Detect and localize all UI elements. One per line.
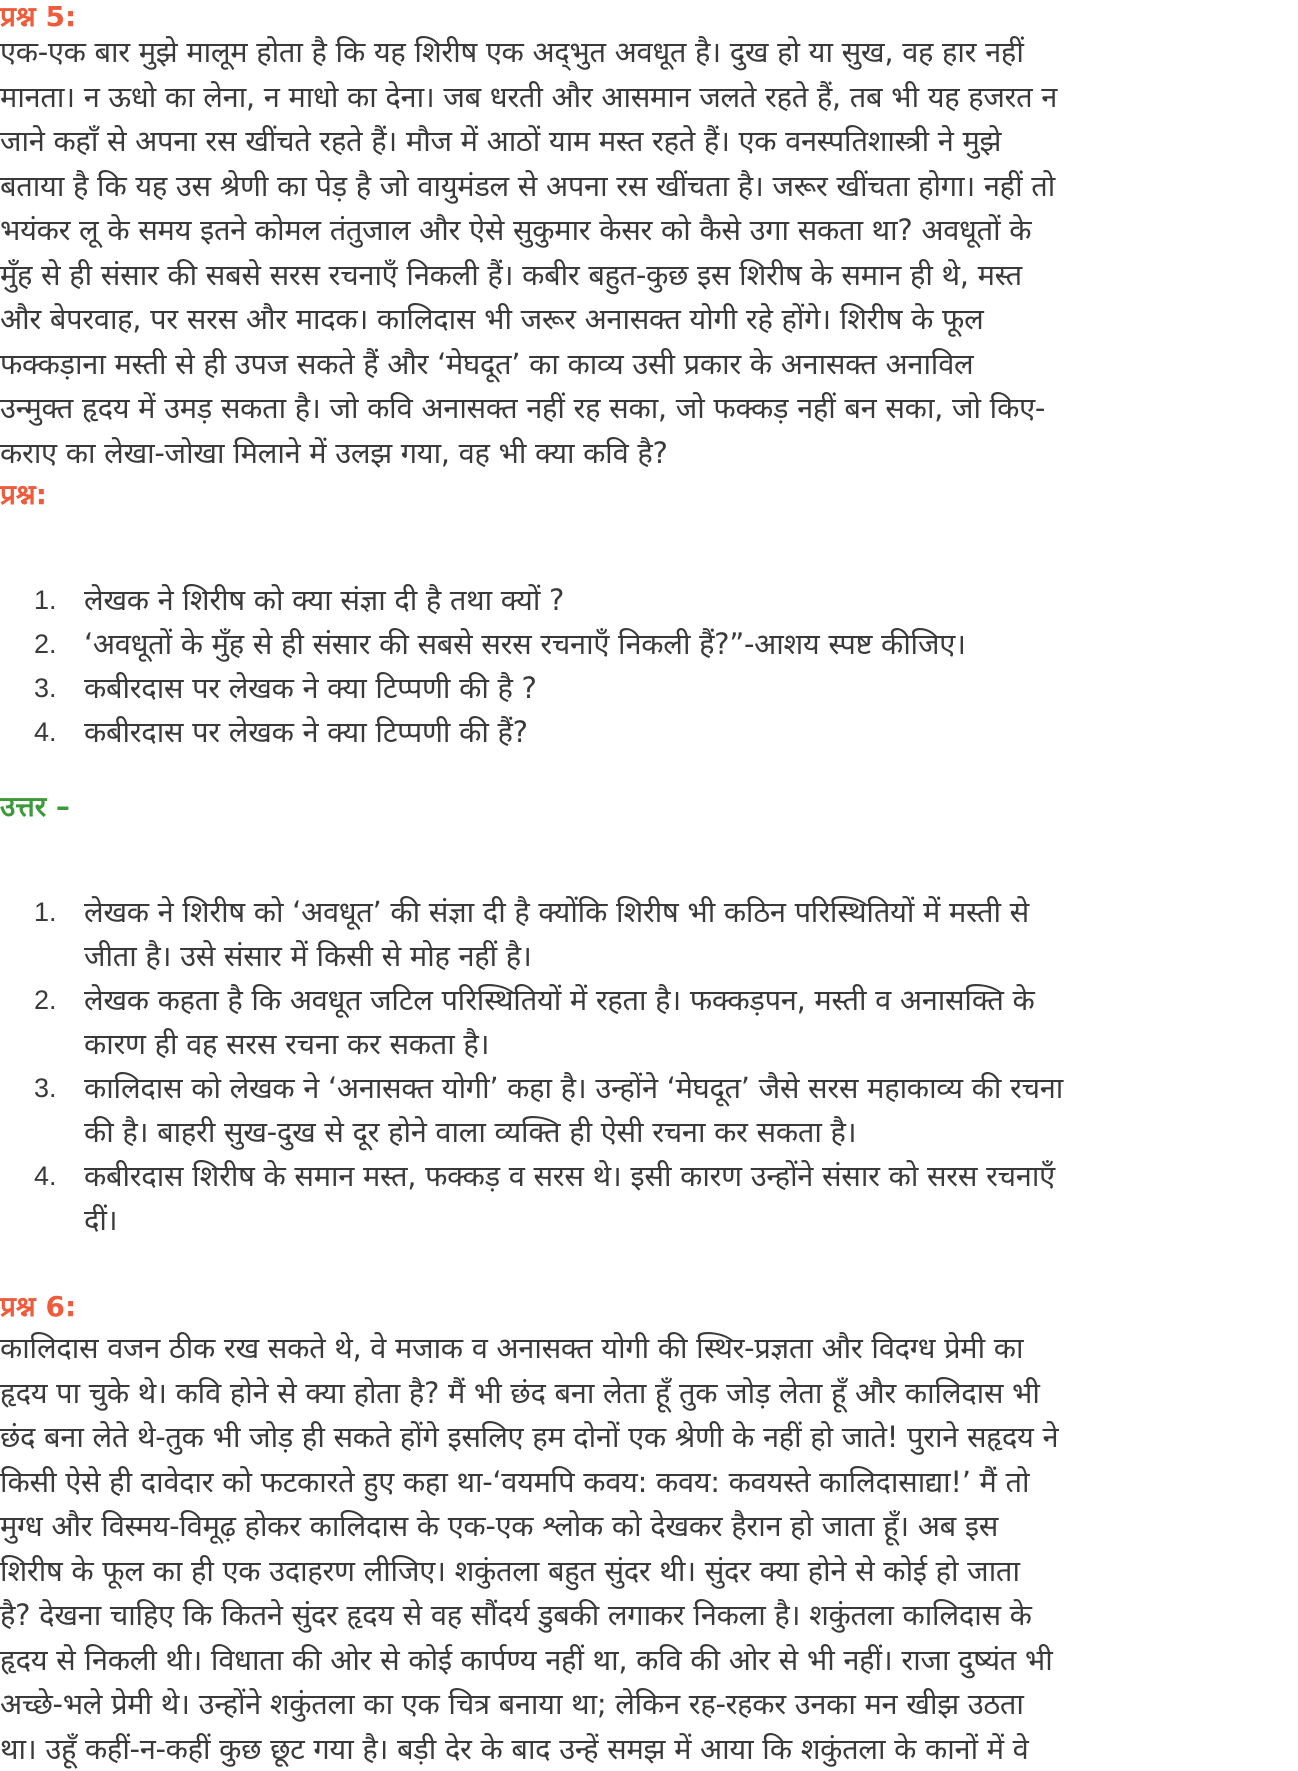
passage-line: फक्कड़ाना मस्ती से ही उपज सकते हैं और ‘मेघदूत’ का काव्य उसी प्रकार के अनासक्त अनाविल	[0, 342, 1298, 387]
question-6-heading: प्रश्न 6:	[0, 1290, 76, 1324]
passage-line: भयंकर लू के समय इतने कोमल तंतुजाल और ऐसे सुकुमार केसर को कैसे उगा सकता था? अवधूतों के	[0, 208, 1298, 253]
passage-line: और बेपरवाह, पर सरस और मादक। कालिदास भी जरूर अनासक्त योगी रहे होंगे। शिरीष के फूल	[0, 297, 1298, 342]
question-item	[0, 578, 1298, 622]
answer-item	[0, 890, 1298, 978]
passage-line: कालिदास वजन ठीक रख सकते थे, वे मजाक व अनासक्त योगी की स्थिर-प्रज्ञता और विदग्ध प्रेमी का	[0, 1326, 1298, 1371]
passage-line: कराए का लेखा-जोखा मिलाने में उलझ गया, वह भी क्या कवि है?	[0, 431, 1298, 476]
question-item	[0, 622, 1298, 666]
passage-line: किसी ऐसे ही दावेदार को फटकारते हुए कहा था-‘वयमपि कवय: कवय: कवयस्ते कालिदासाद्या!’ मैं तो	[0, 1460, 1298, 1505]
question-number: 2.	[34, 622, 57, 666]
answer-item	[0, 978, 1298, 1066]
question-5-passage	[0, 30, 1298, 475]
passage-line: था। उहूँ कहीं-न-कहीं कुछ छूट गया है। बड़ी देर के बाद उन्हें समझ में आया कि शकुंतला के कानों में वे	[0, 1727, 1298, 1771]
passage-line: मुग्ध और विस्मय-विमूढ़ होकर कालिदास के एक-एक श्लोक को देखकर हैरान हो जाता हूँ। अब इस	[0, 1504, 1298, 1549]
answer-text: कारण ही वह सरस रचना कर सकता है।	[84, 1022, 1298, 1066]
answers-list	[0, 890, 1298, 1242]
answer-number: 2.	[34, 978, 57, 1022]
passage-line: हृदय पा चुके थे। कवि होने से क्या होता है? मैं भी छंद बना लेता हूँ तुक जोड़ लेता हूँ और कालिदास भी	[0, 1371, 1298, 1416]
question-item	[0, 666, 1298, 710]
question-5-heading: प्रश्न 5:	[0, 0, 76, 34]
questions-list	[0, 578, 1298, 754]
passage-line: एक-एक बार मुझे मालूम होता है कि यह शिरीष एक अद्‌भुत अवधूत है। दुख हो या सुख, वह हार नहीं	[0, 30, 1298, 75]
question-number: 1.	[34, 578, 57, 622]
passage-line: मुँह से ही संसार की सबसे सरस रचनाएँ निकली हैं। कबीर बहुत-कुछ इस शिरीष के समान ही थे, मस्त	[0, 253, 1298, 298]
answer-text: की है। बाहरी सुख-दुख से दूर होने वाला व्यक्ति ही ऐसी रचना कर सकता है।	[84, 1110, 1298, 1154]
answer-item	[0, 1066, 1298, 1154]
questions-heading: प्रश्न:	[0, 478, 47, 512]
passage-line: उन्मुक्त हृदय में उमड़ सकता है। जो कवि अनासक्त नहीं रह सका, जो फक्कड़ नहीं बन सका, जो किए-	[0, 386, 1298, 431]
question-6-passage	[0, 1326, 1298, 1771]
answers-heading: उत्तर –	[0, 790, 70, 824]
passage-line: अच्छे-भले प्रेमी थे। उन्होंने शकुंतला का एक चित्र बनाया था; लेकिन रह-रहकर उनका मन खीझ उठता	[0, 1682, 1298, 1727]
answer-number: 1.	[34, 890, 57, 934]
answer-number: 3.	[34, 1066, 57, 1110]
question-text: लेखक ने शिरीष को क्या संज्ञा दी है तथा क्यों ?	[84, 578, 1298, 622]
question-text: कबीरदास पर लेखक ने क्या टिप्पणी की हैं?	[84, 710, 1298, 754]
passage-line: छंद बना लेते थे-तुक भी जोड़ ही सकते होंगे इसलिए हम दोनों एक श्रेणी के नहीं हो जाते! पुराने सहृदय ने	[0, 1415, 1298, 1460]
question-number: 3.	[34, 666, 57, 710]
answer-text: कालिदास को लेखक ने ‘अनासक्त योगी’ कहा है। उन्होंने ‘मेघदूत’ जैसे सरस महाकाव्य की रचना	[84, 1066, 1298, 1110]
passage-line: मानता। न ऊधो का लेना, न माधो का देना। जब धरती और आसमान जलते रहते हैं, तब भी यह हजरत न	[0, 75, 1298, 120]
passage-line: शिरीष के फूल का ही एक उदाहरण लीजिए। शकुंतला बहुत सुंदर थी। सुंदर क्या होने से कोई हो जाता	[0, 1549, 1298, 1594]
question-item	[0, 710, 1298, 754]
answer-text: लेखक कहता है कि अवधूत जटिल परिस्थितियों में रहता है। फक्कड़पन, मस्ती व अनासक्ति के	[84, 978, 1298, 1022]
question-number: 4.	[34, 710, 57, 754]
answer-text: जीता है। उसे संसार में किसी से मोह नहीं है।	[84, 934, 1298, 978]
question-text: ‘अवधूतों के मुँह से ही संसार की सबसे सरस रचनाएँ निकली हैं?”-आशय स्पष्ट कीजिए।	[84, 622, 1298, 666]
answer-text: लेखक ने शिरीष को ‘अवधूत’ की संज्ञा दी है क्योंकि शिरीष भी कठिन परिस्थितियों में मस्ती से	[84, 890, 1298, 934]
answer-text: कबीरदास शिरीष के समान मस्त, फक्कड़ व सरस थे। इसी कारण उन्होंने संसार को सरस रचनाएँ	[84, 1154, 1298, 1198]
passage-line: हृदय से निकली थी। विधाता की ओर से कोई कार्पण्य नहीं था, कवि की ओर से भी नहीं। राजा दुष्यंत भी	[0, 1638, 1298, 1683]
answer-item	[0, 1154, 1298, 1242]
question-text: कबीरदास पर लेखक ने क्या टिप्पणी की है ?	[84, 666, 1298, 710]
answer-number: 4.	[34, 1154, 57, 1198]
passage-line: बताया है कि यह उस श्रेणी का पेड़ है जो वायुमंडल से अपना रस खींचता है। जरूर खींचता होगा। नहीं तो	[0, 164, 1298, 209]
answer-text: दीं।	[84, 1198, 1298, 1242]
passage-line: जाने कहाँ से अपना रस खींचते रहते हैं। मौज में आठों याम मस्त रहते हैं। एक वनस्पतिशास्त्री ने मुझे	[0, 119, 1298, 164]
passage-line: है? देखना चाहिए कि कितने सुंदर हृदय से वह सौंदर्य डुबकी लगाकर निकला है। शकुंतला कालिदास के	[0, 1593, 1298, 1638]
